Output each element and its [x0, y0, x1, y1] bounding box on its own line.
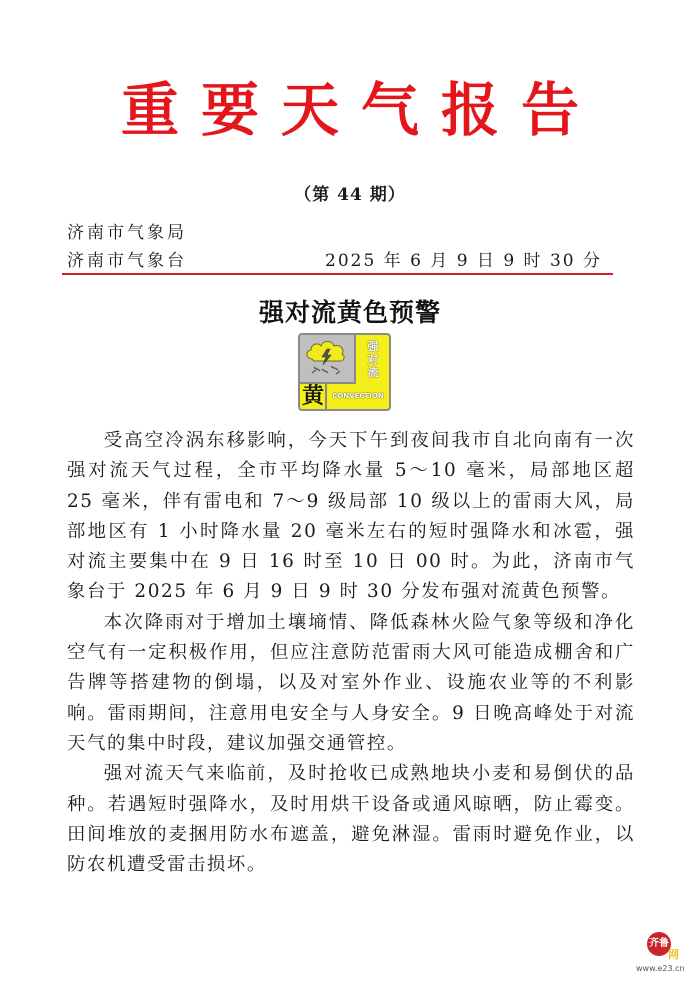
seal-logo-icon: 齐鲁: [647, 932, 671, 956]
signal-char: 流: [367, 365, 379, 379]
issue-datetime: 2025 年 6 月 9 日 9 时 30 分: [325, 251, 602, 271]
header-divider: [62, 273, 613, 275]
watermark-url: www.e23.cn: [636, 964, 685, 973]
body-paragraph: 强对流天气来临前，及时抢收已成熟地块小麦和易倒伏的品种。若遇短时强降水，及时用烘干设备或通风晾晒，防止霉变。田间堆放的麦捆用防水布遮盖，避免淋湿。雷雨时避免作业，以防农机遭受雷击损坏。: [67, 763, 635, 876]
site-watermark: [636, 932, 696, 978]
signal-char: 对: [367, 352, 379, 366]
thunderstorm-cloud-icon: [300, 335, 354, 382]
issuer-observatory: 济南市气象台: [67, 251, 187, 271]
body-paragraph: 本次降雨对于增加土壤墒情、降低森林火险气象等级和净化空气有一定积极作用，但应注意防范雷雨大风可能造成棚舍和广告牌等搭建物的倒塌，以及对室外作业、设施农业等的不利影响。雷雨期间，注意用电安全与人身安全。9 日晚高峰处于对流天气的集中时段，建议加强交通管控。: [67, 611, 635, 754]
yellow-convection-warning-signal: [298, 333, 391, 411]
body-paragraph: 受高空冷涡东移影响，今天下午到夜间我市自北向南有一次强对流天气过程，全市平均降水量 5～10 毫米，局部地区超 25 毫米，伴有雷电和 7～9 级局部 10 级以上的雷雨大风，局部地区有 1 小时降水量 20 毫米左右的短时强降水和冰雹，强对流主要集中在 9 日 16 时至 10 日 00 时。为此，济南市气象台于 2025 年 6 月 9 日 9 时 30 分发布强对流黄色预警。: [67, 430, 635, 603]
signal-char: 强: [367, 339, 379, 353]
watermark-net-text: 网: [668, 948, 679, 961]
signal-vertical-label: [357, 336, 389, 382]
alert-title: 强对流黄色预警: [258, 298, 441, 327]
signal-level-char: 黄: [302, 384, 325, 409]
issuer-bureau: 济南市气象局: [67, 223, 187, 243]
issue-number: （第 44 期）: [294, 185, 406, 205]
signal-cloud-panel: [300, 335, 356, 384]
masthead-title: 重要天气报告: [120, 76, 601, 144]
signal-english-label: CONVECTION: [332, 392, 384, 400]
report-body: [67, 426, 635, 880]
